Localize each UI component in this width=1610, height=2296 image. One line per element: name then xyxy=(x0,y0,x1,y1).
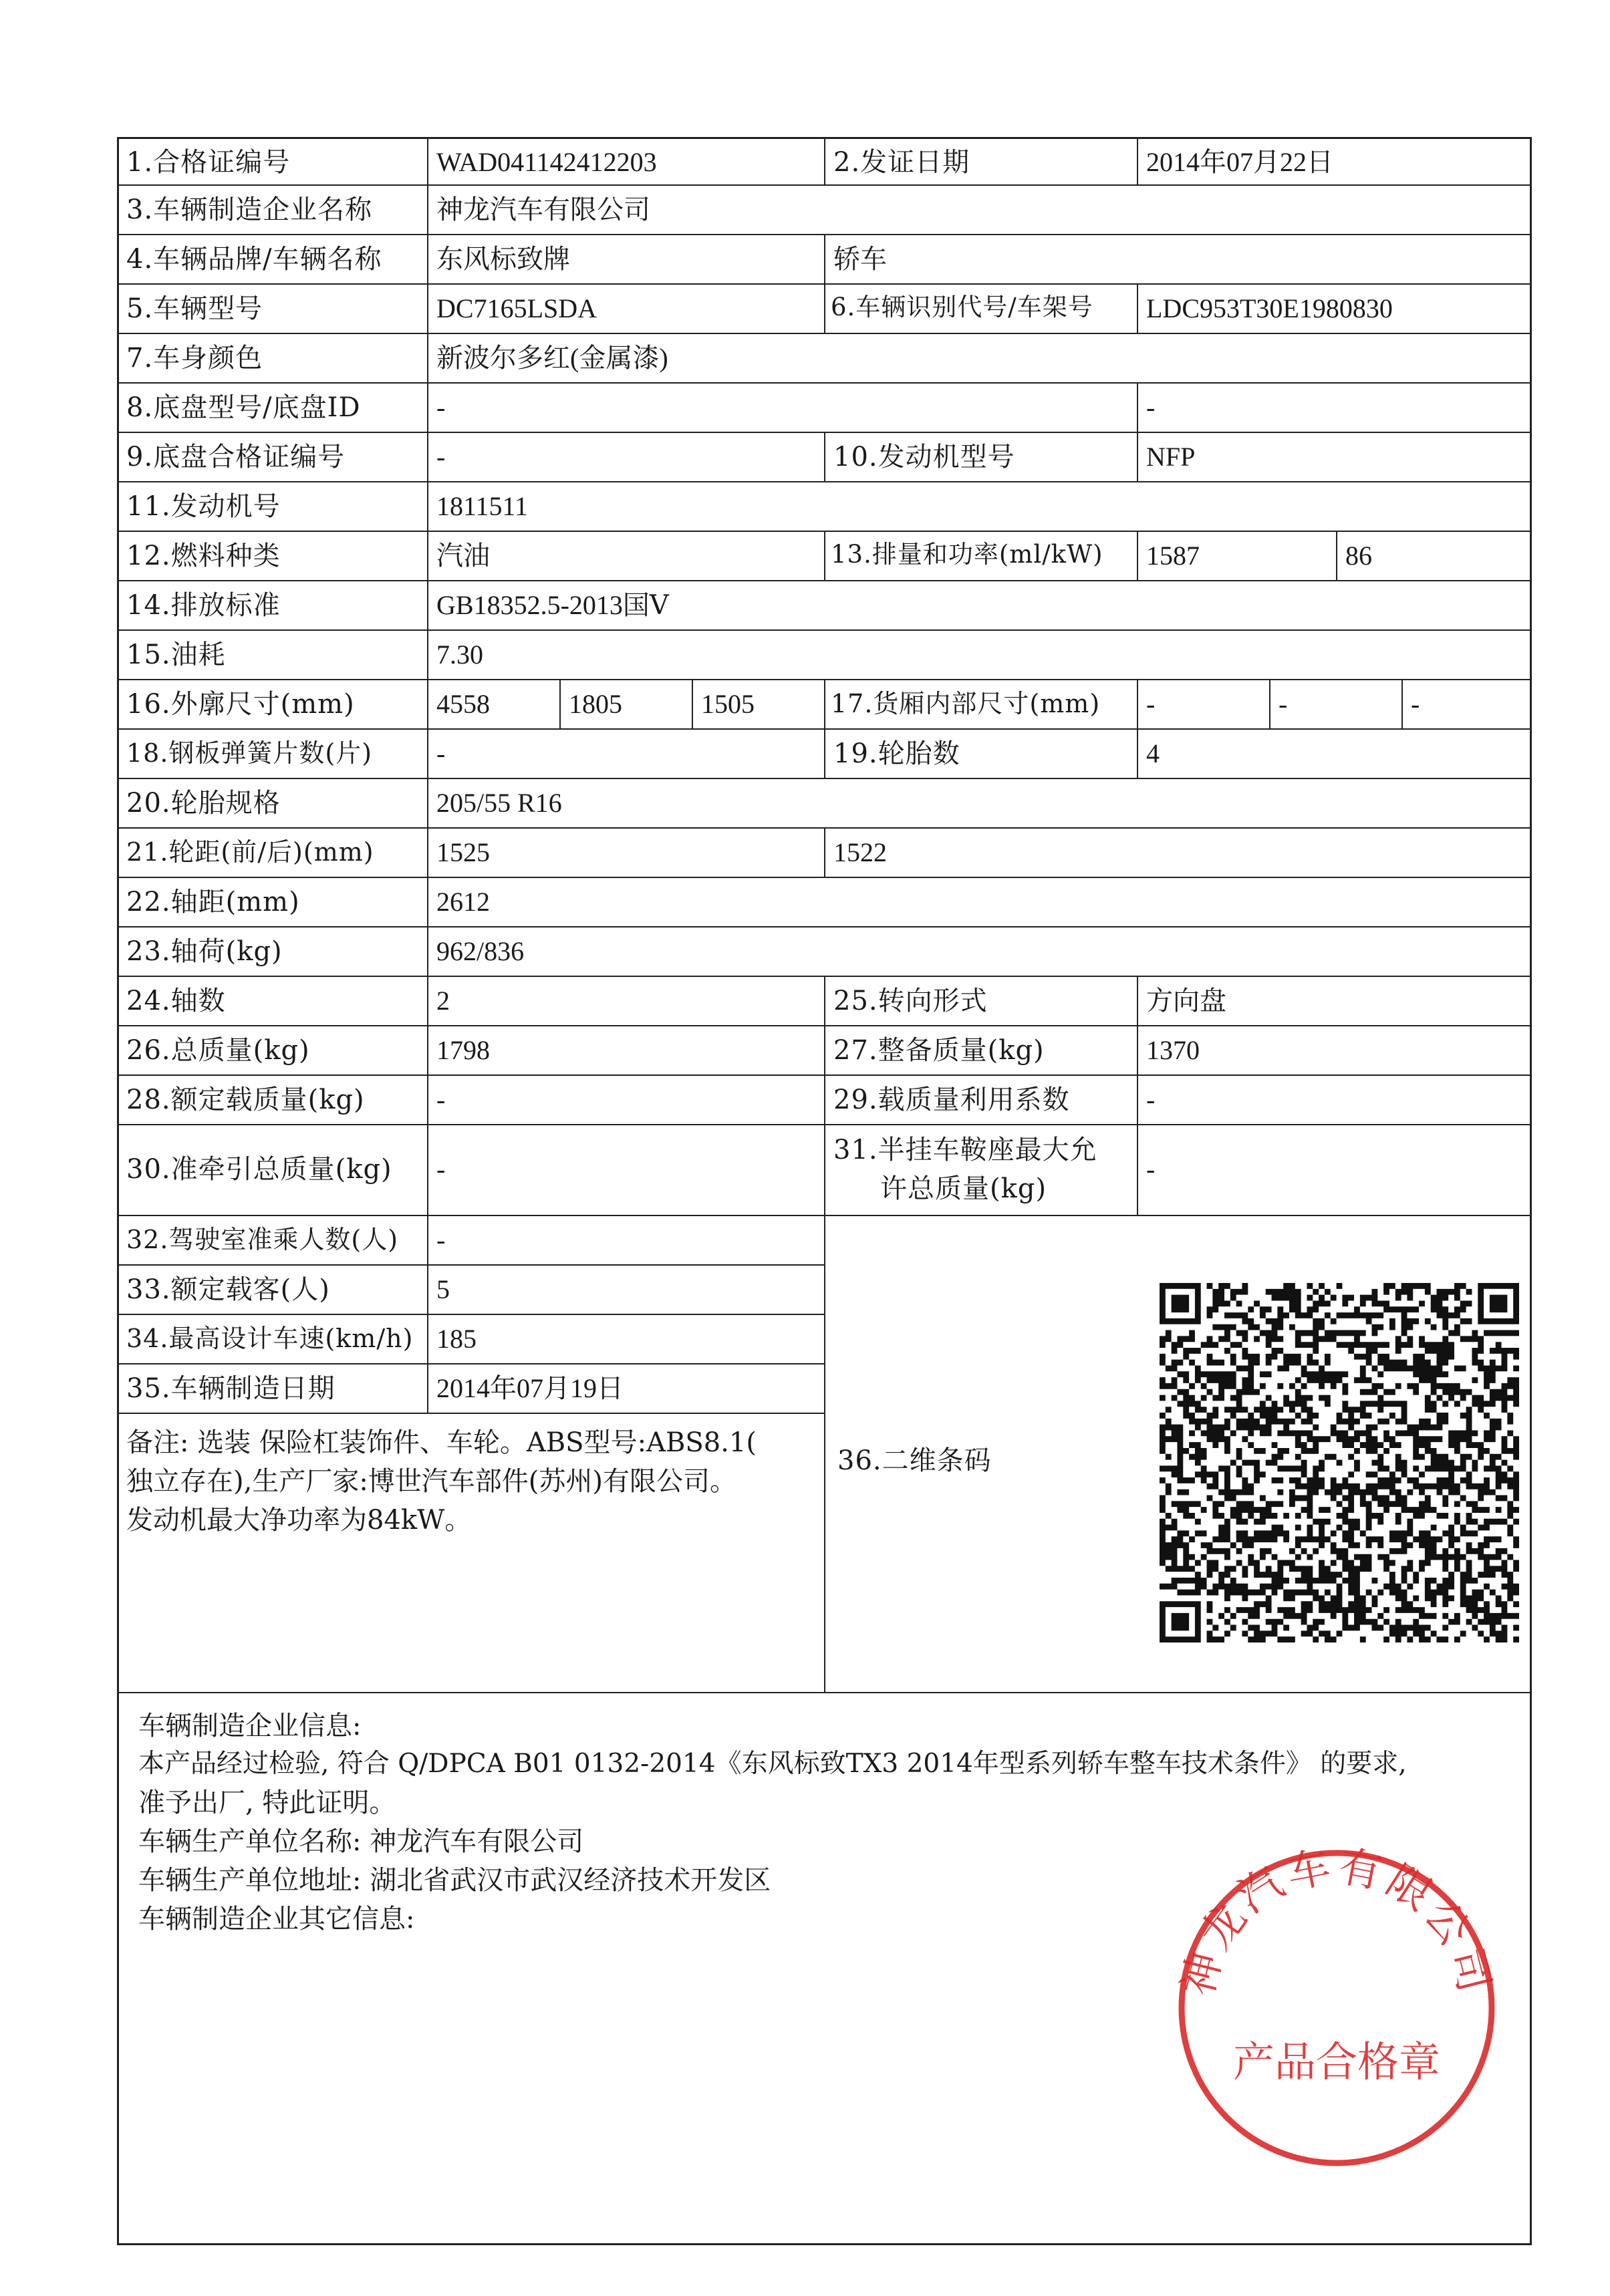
manufacturer-statement-1: 本产品经过检验, 符合 Q/DPCA B01 0132-2014《东风标致TX3 2014年型系列轿车整车技术条件》 的要求, xyxy=(138,1749,1407,1779)
value-chassis-id: - xyxy=(1137,382,1532,433)
value-rated-load: - xyxy=(427,1074,825,1125)
value-leaf-springs: - xyxy=(427,728,825,779)
label-saddle-mass xyxy=(824,1124,1138,1216)
label-tire-spec: 20.轮胎规格 xyxy=(117,778,428,829)
value-fuel-type: 汽油 xyxy=(427,531,825,581)
label-steering-type: 25.转向形式 xyxy=(824,976,1138,1026)
value-engine-model: NFP xyxy=(1137,432,1532,482)
value-tire-count: 4 xyxy=(1137,728,1532,779)
label-cargo-dimensions: 17.货厢内部尺寸(mm) xyxy=(824,679,1138,730)
label-outer-dimensions: 16.外廓尺寸(mm) xyxy=(117,679,428,730)
value-towing-mass: - xyxy=(427,1124,825,1216)
manufacturer-statement-2: 准予出厂, 特此证明。 xyxy=(138,1787,396,1818)
remarks-line-1: 备注: 选装 保险杠装饰件、车轮。ABS型号:ABS8.1( xyxy=(126,1427,757,1458)
value-rated-passengers: 5 xyxy=(427,1264,825,1315)
label-engine-number: 11.发动机号 xyxy=(117,481,428,532)
label-tire-count: 19.轮胎数 xyxy=(824,728,1138,779)
label-emission-standard: 14.排放标准 xyxy=(117,580,428,631)
value-cab-occupants: - xyxy=(427,1215,825,1266)
label-certificate-number: 1.合格证编号 xyxy=(117,137,428,186)
value-height: 1505 xyxy=(692,679,825,730)
company-seal xyxy=(1170,1841,1504,2175)
label-wheelbase: 22.轴距(mm) xyxy=(117,877,428,927)
label-leaf-springs: 18.钢板弹簧片数(片) xyxy=(117,728,428,779)
remarks-line-3: 发动机最大净功率为84kW。 xyxy=(126,1505,472,1536)
seal-bottom-text: 产品合格章 xyxy=(1232,2037,1441,2086)
remarks-section xyxy=(117,1413,825,1693)
value-displacement: 1587 xyxy=(1137,531,1337,581)
label-axle-load: 23.轴荷(kg) xyxy=(117,926,428,977)
manufacturer-unit-address: 车辆生产单位地址: 湖北省武汉市武汉经济技术开发区 xyxy=(138,1864,771,1896)
value-width: 1805 xyxy=(559,679,693,730)
label-fuel-consumption: 15.油耗 xyxy=(117,629,428,680)
value-brand: 东风标致牌 xyxy=(427,234,825,285)
value-track-rear: 1522 xyxy=(824,827,1532,878)
value-cargo-length: - xyxy=(1137,679,1270,730)
value-power: 86 xyxy=(1336,531,1532,581)
value-vehicle-model: DC7165LSDA xyxy=(427,283,825,334)
value-vehicle-name: 轿车 xyxy=(824,234,1532,285)
value-tire-spec: 205/55 R16 xyxy=(427,778,1532,829)
label-fuel-type: 12.燃料种类 xyxy=(117,531,428,581)
label-load-coefficient: 29.载质量利用系数 xyxy=(824,1074,1138,1125)
label-saddle-mass-line2: 许总质量(kg) xyxy=(880,1173,1047,1204)
label-chassis-cert: 9.底盘合格证编号 xyxy=(117,432,428,482)
label-max-speed: 34.最高设计车速(km/h) xyxy=(117,1314,428,1365)
label-saddle-mass-line1: 31.半挂车鞍座最大允 xyxy=(833,1135,1097,1165)
label-issue-date: 2.发证日期 xyxy=(824,137,1138,186)
label-displacement-power: 13.排量和功率(ml/kW) xyxy=(824,531,1138,581)
qr-code-icon xyxy=(1160,1283,1519,1642)
value-manufacture-date: 2014年07月19日 xyxy=(427,1363,825,1414)
value-certificate-number: WAD041142412203 xyxy=(427,137,825,186)
value-total-mass: 1798 xyxy=(427,1025,825,1076)
value-fuel-consumption: 7.30 xyxy=(427,629,1532,680)
value-saddle-mass: - xyxy=(1137,1124,1532,1216)
value-track-front: 1525 xyxy=(427,827,825,878)
label-rated-load: 28.额定载质量(kg) xyxy=(117,1074,428,1125)
seal-company-arc: 神龙汽车有限公司 xyxy=(1173,1842,1500,2001)
value-wheelbase: 2612 xyxy=(427,877,1532,927)
value-axle-count: 2 xyxy=(427,976,825,1026)
value-cargo-height: - xyxy=(1401,679,1532,730)
label-curb-mass: 27.整备质量(kg) xyxy=(824,1025,1138,1076)
value-curb-mass: 1370 xyxy=(1137,1025,1532,1076)
value-axle-load: 962/836 xyxy=(427,926,1532,977)
svg-text:神龙汽车有限公司 xyxy=(1174,1842,1500,2001)
label-vehicle-model: 5.车辆型号 xyxy=(117,283,428,334)
label-manufacture-date: 35.车辆制造日期 xyxy=(117,1363,428,1414)
value-chassis-model: - xyxy=(427,382,1138,433)
label-qr-code: 36.二维条码 xyxy=(837,1445,992,1476)
label-vin: 6.车辆识别代号/车架号 xyxy=(824,283,1138,334)
manufacturer-unit-name: 车辆生产单位名称: 神龙汽车有限公司 xyxy=(138,1826,584,1857)
value-max-speed: 185 xyxy=(427,1314,825,1365)
value-body-color: 新波尔多红(金属漆) xyxy=(427,333,1532,384)
label-track-width: 21.轮距(前/后)(mm) xyxy=(117,827,428,878)
label-chassis-model: 8.底盘型号/底盘ID xyxy=(117,382,428,433)
label-brand-name: 4.车辆品牌/车辆名称 xyxy=(117,234,428,285)
value-load-coefficient: - xyxy=(1137,1074,1532,1125)
remarks-line-2: 独立存在),生产厂家:博世汽车部件(苏州)有限公司。 xyxy=(126,1466,737,1497)
label-axle-count: 24.轴数 xyxy=(117,976,428,1026)
manufacturer-other-info: 车辆制造企业其它信息: xyxy=(138,1903,415,1934)
label-cab-occupants: 32.驾驶室准乘人数(人) xyxy=(117,1215,428,1266)
label-towing-mass: 30.准牵引总质量(kg) xyxy=(117,1124,428,1216)
label-manufacturer: 3.车辆制造企业名称 xyxy=(117,184,428,235)
value-chassis-cert: - xyxy=(427,432,825,482)
value-vin: LDC953T30E1980830 xyxy=(1137,283,1532,334)
value-engine-number: 1811511 xyxy=(427,481,1532,532)
value-steering-type: 方向盘 xyxy=(1137,976,1532,1026)
label-total-mass: 26.总质量(kg) xyxy=(117,1025,428,1076)
value-emission-standard: GB18352.5-2013国Ⅴ xyxy=(427,580,1532,631)
label-rated-passengers: 33.额定载客(人) xyxy=(117,1264,428,1315)
value-manufacturer: 神龙汽车有限公司 xyxy=(427,184,1532,235)
label-body-color: 7.车身颜色 xyxy=(117,333,428,384)
value-length: 4558 xyxy=(427,679,561,730)
value-issue-date: 2014年07月22日 xyxy=(1137,137,1532,186)
value-cargo-width: - xyxy=(1269,679,1403,730)
label-engine-model: 10.发动机型号 xyxy=(824,432,1138,482)
manufacturer-info-heading: 车辆制造企业信息: xyxy=(138,1711,362,1741)
